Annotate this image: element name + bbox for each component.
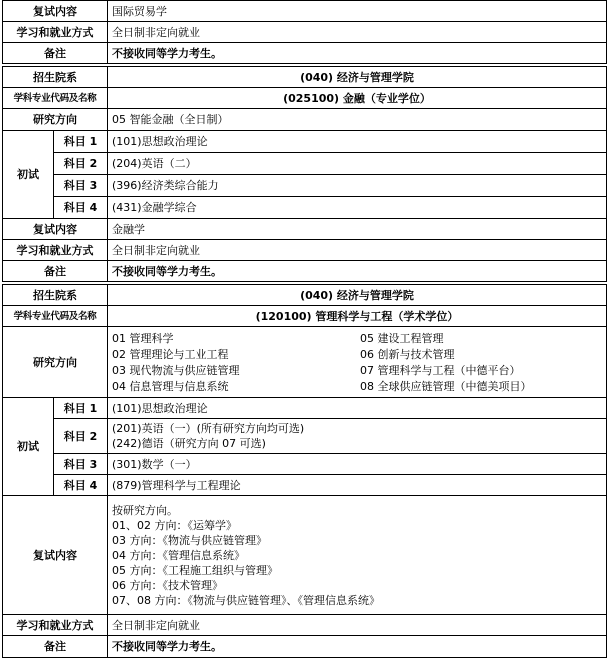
direction-list	[108, 327, 607, 398]
note-row	[3, 43, 607, 64]
direction-item: 07 管理科学与工程（中德平台）	[360, 363, 521, 377]
subject-row	[3, 197, 607, 219]
subject-row	[3, 398, 607, 419]
direction-value: 05 智能金融（全日制）	[108, 109, 607, 131]
retest-row	[3, 496, 607, 615]
note-row	[3, 261, 607, 282]
study-mode-value: 全日制非定向就业	[108, 22, 607, 43]
subject-value: (204)英语（二）	[108, 153, 607, 175]
subject-option: (242)德语（研究方向 07 可选)	[112, 437, 266, 450]
school-value: (040) 经济与管理学院	[108, 285, 607, 306]
retest-line: 03 方向：《物流与供应链管理》	[112, 533, 267, 547]
subject-value: (431)金融学综合	[108, 197, 607, 219]
retest-line: 06 方向：《技术管理》	[112, 578, 223, 592]
subject-label: 科目 3	[54, 454, 108, 475]
direction-item: 04 信息管理与信息系统	[112, 379, 229, 393]
major-value: (025100) 金融（专业学位）	[108, 88, 607, 109]
direction-item: 06 创新与技术管理	[360, 347, 455, 361]
study-mode-value: 全日制非定向就业	[108, 615, 607, 636]
subject-row	[3, 419, 607, 454]
study-mode-row	[3, 615, 607, 636]
major-label: 学科专业代码及名称	[3, 88, 108, 109]
direction-item: 05 建设工程管理	[360, 331, 444, 345]
subject-label: 科目 4	[54, 197, 108, 219]
subject-option: (201)英语（一）(所有研究方向均可选)	[112, 422, 305, 435]
study-mode-label: 学习和就业方式	[3, 22, 108, 43]
retest-row	[3, 1, 607, 22]
direction-item: 08 全球供应链管理（中德美项目）	[360, 379, 532, 393]
subject-value: (101)思想政治理论	[108, 131, 607, 153]
note-value: 不接收同等学力考生。	[108, 43, 607, 64]
note-label: 备注	[3, 636, 108, 658]
study-mode-label: 学习和就业方式	[3, 615, 108, 636]
admissions-sheet	[2, 0, 607, 658]
note-value: 不接收同等学力考生。	[108, 636, 607, 658]
direction-label: 研究方向	[3, 327, 108, 398]
school-label: 招生院系	[3, 285, 108, 306]
subject-value: (396)经济类综合能力	[108, 175, 607, 197]
subject-value: (101)思想政治理论	[108, 398, 607, 419]
subject-label: 科目 2	[54, 419, 108, 454]
subject-label: 科目 1	[54, 131, 108, 153]
direction-row	[3, 327, 607, 398]
subject-row	[3, 475, 607, 496]
study-mode-row	[3, 22, 607, 43]
note-label: 备注	[3, 261, 108, 282]
subject-value: (301)数学（一）	[108, 454, 607, 475]
subject-row	[3, 153, 607, 175]
study-mode-row	[3, 240, 607, 261]
note-value: 不接收同等学力考生。	[108, 261, 607, 282]
subject-label: 科目 3	[54, 175, 108, 197]
admissions-table	[2, 0, 607, 658]
subject-value: (879)管理科学与工程理论	[108, 475, 607, 496]
school-value: (040) 经济与管理学院	[108, 67, 607, 88]
direction-item: 01 管理科学	[112, 331, 174, 345]
direction-item: 02 管理理论与工业工程	[112, 347, 229, 361]
subject-label: 科目 2	[54, 153, 108, 175]
major-row	[3, 306, 607, 327]
retest-label: 复试内容	[3, 1, 108, 22]
study-mode-label: 学习和就业方式	[3, 240, 108, 261]
major-label: 学科专业代码及名称	[3, 306, 108, 327]
retest-label: 复试内容	[3, 219, 108, 240]
school-label: 招生院系	[3, 67, 108, 88]
major-value: (120100) 管理科学与工程（学术学位）	[108, 306, 607, 327]
retest-line: 07、08 方向：《物流与供应链管理》、《管理信息系统》	[112, 593, 380, 607]
retest-value: 金融学	[108, 219, 607, 240]
retest-line: 05 方向：《工程施工组织与管理》	[112, 563, 278, 577]
study-mode-value: 全日制非定向就业	[108, 240, 607, 261]
retest-content	[108, 496, 607, 615]
retest-line: 按研究方向。	[112, 503, 178, 517]
note-label: 备注	[3, 43, 108, 64]
retest-line: 01、02 方向：《运筹学》	[112, 518, 237, 532]
major-row	[3, 88, 607, 109]
school-row	[3, 285, 607, 306]
retest-value: 国际贸易学	[108, 1, 607, 22]
subject-value	[108, 419, 607, 454]
subject-label: 科目 4	[54, 475, 108, 496]
retest-row	[3, 219, 607, 240]
direction-item: 03 现代物流与供应链管理	[112, 363, 240, 377]
subject-label: 科目 1	[54, 398, 108, 419]
exam-label: 初试	[3, 398, 54, 496]
exam-label: 初试	[3, 131, 54, 219]
direction-label: 研究方向	[3, 109, 108, 131]
subject-row	[3, 175, 607, 197]
retest-label: 复试内容	[3, 496, 108, 615]
retest-line: 04 方向：《管理信息系统》	[112, 548, 245, 562]
school-row	[3, 67, 607, 88]
direction-row	[3, 109, 607, 131]
subject-row	[3, 131, 607, 153]
note-row	[3, 636, 607, 658]
subject-row	[3, 454, 607, 475]
